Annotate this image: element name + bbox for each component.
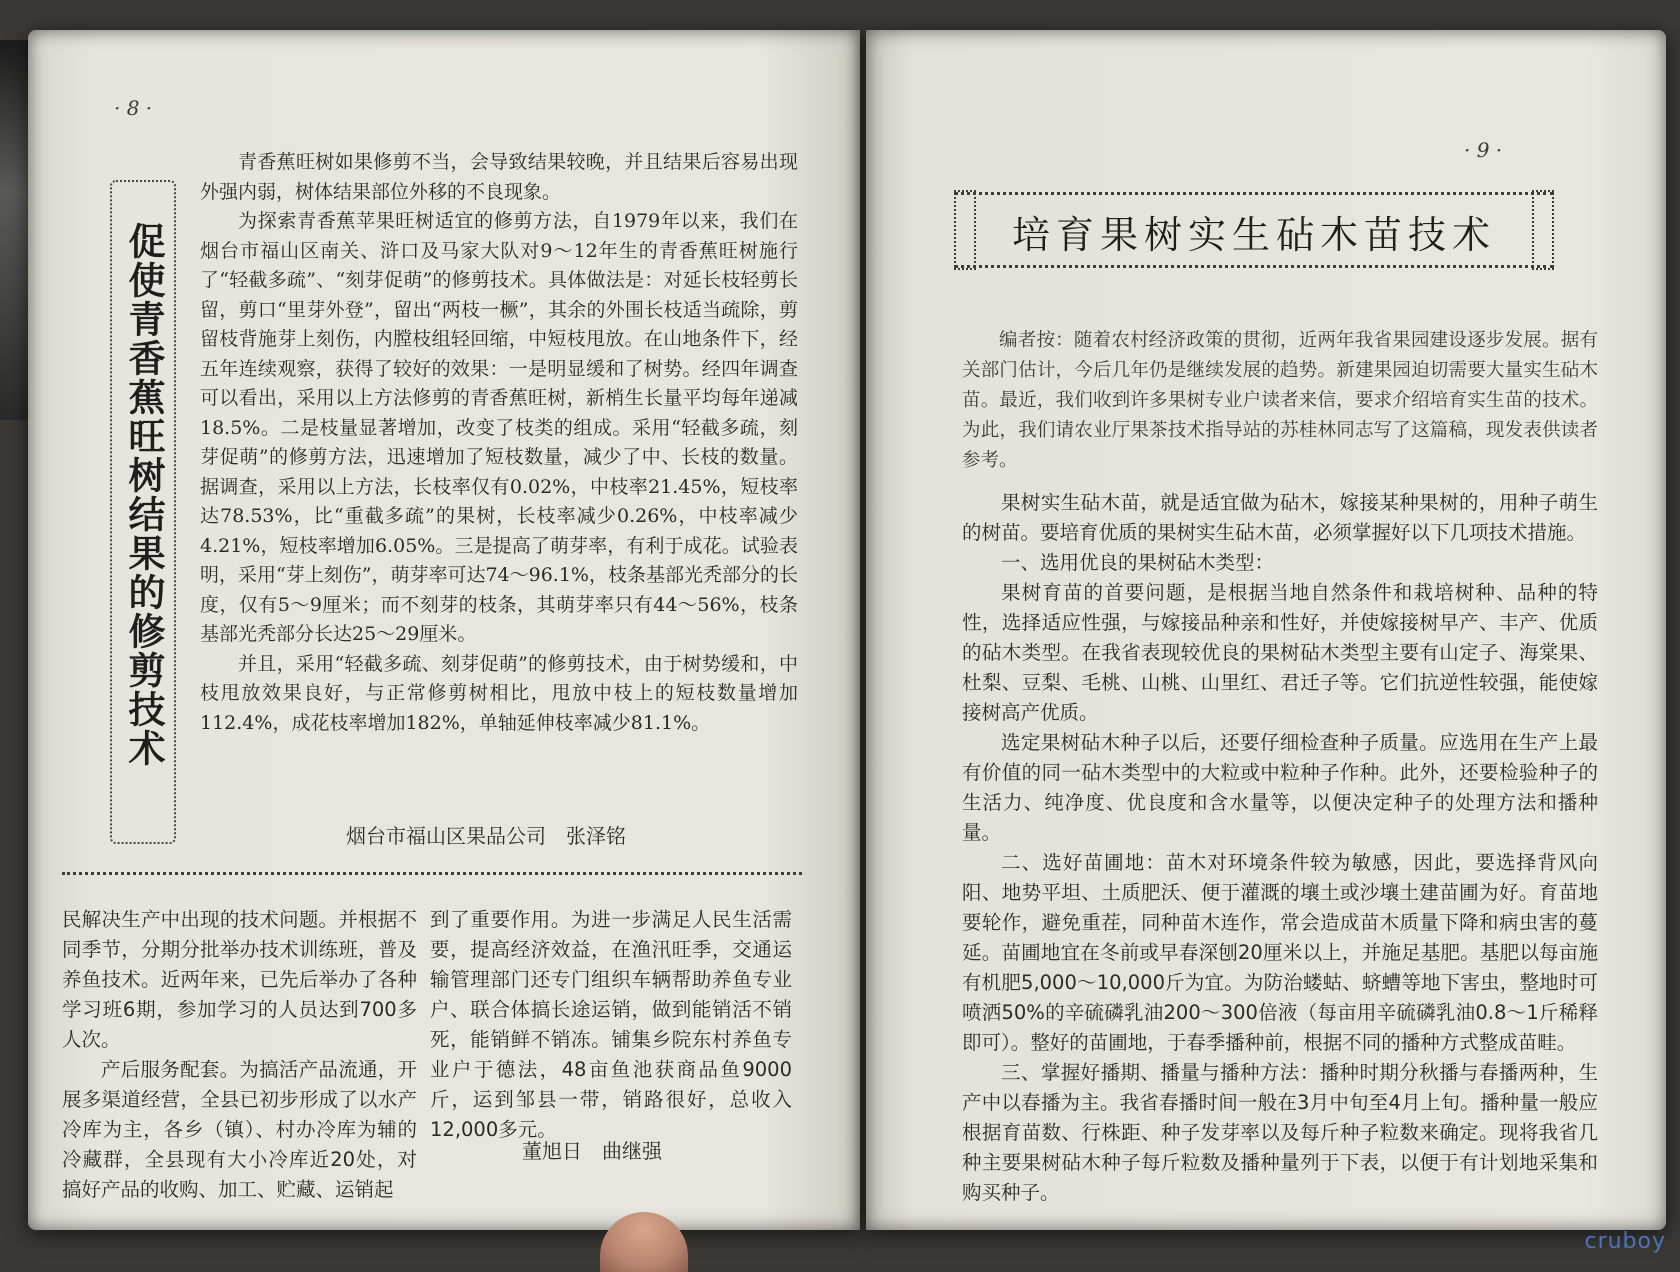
paragraph: 二、选好苗圃地：苗木对环境条件较为敏感，因此，要选择背风向阳、地势平坦、土质肥沃、便于灌溉的壤土或沙壤土建苗圃为好。育苗地要轮作，避免重茬，同种苗木连作，常会造成苗木质量下降和病虫害的蔓延。苗圃地宜在冬前或早春深刨20厘米以上，并施足基肥。基肥以每亩施有机肥5,000～10,000斤为宜。为防治蝼蛄、蛴螬等地下害虫，整地时可喷洒50%的辛硫磷乳油200～300倍液（每亩用辛硫磷乳油0.8～1斤稀释即可）。整好的苗圃地，于春季播种前，根据不同的播种方式整成苗畦。: [962, 851, 1598, 1054]
paragraph: 青香蕉旺树如果修剪不当，会导致结果较晚，并且结果后容易出现外强内弱，树体结果部位外移的不良现象。: [200, 151, 798, 203]
page-number: · 8 ·: [114, 96, 153, 120]
paragraph: 选定果树砧木种子以后，还要仔细检查种子质量。应选用在生产上最有价值的同一砧木类型中的大粒或中粒种子作种。此外，还要检验种子的生活力、纯净度、优良度和含水量等，以便决定种子的处理方法和播种量。: [962, 731, 1598, 844]
paragraph: 为探索青香蕉苹果旺树适宜的修剪方法，自1979年以来，我们在烟台市福山区南关、浒口及马家大队对9～12年生的青香蕉旺树施行了“轻截多疏”、“刻芽促萌”的修剪技术。具体做法是：对延长枝轻剪长留，剪口“里芽外登”，留出“两枝一橛”，其余的外围长枝适当疏除，剪留枝背施芽上刻伤，内膛枝组轻回缩，中短枝甩放。在山地条件下，经五年连续观察，获得了较好的效果：一是明显缓和了树势。经四年调查可以看出，采用以上方法修剪的青香蕉旺树，新梢生长量平均每年递减18.5%。二是枝量显著增加，改变了枝类的组成。采用“轻截多疏，刻芽促萌”的修剪方法，迅速增加了短枝数量，减少了中、长枝的数量。据调查，采用以上方法，长枝率仅有0.02%，中枝率21.45%，短枝率达78.53%，比“重截多疏”的果树，长枝率减少0.26%，中枝率减少4.21%，短枝率增加6.05%。三是提高了萌芽率，有利于成花。试验表明，采用“芽上刻伤”，萌芽率可达74～96.1%，枝条基部光秃部分的长度，仅有5～9厘米；而不刻芽的枝条，其萌芽率只有44～56%，枝条基部光秃部分长达25～29厘米。: [200, 210, 798, 645]
section-heading: 一、选用优良的果树砧木类型：: [1001, 551, 1275, 574]
article-byline: 烟台市福山区果品公司 张泽铭: [346, 824, 626, 848]
left-edge-strip: [0, 40, 28, 420]
left-page: [28, 30, 860, 1230]
paragraph: 产后服务配套。为搞活产品流通，开展多渠道经营，全县已初步形成了以水产冷库为主，各乡（镇）、村办冷库为辅的冷藏群，全县现有大小冷库近20处，对搞好产品的收购、加工、贮藏、运销起: [62, 1058, 417, 1201]
lower-column-1: [62, 905, 417, 1205]
article-body: [962, 488, 1598, 1208]
paragraph: 三、掌握好播期、播量与播种方法：播种时期分秋播与春播两种，生产中以春播为主。我省春播时间一般在3月中旬至4月上旬。播种量一般应根据育苗数、行株距、种子发芽率以及每斤种子粒数来确定。现将我省几种主要果树砧木种子每斤粒数及播种量列于下表，以便于有计划地采集和购买种子。: [962, 1061, 1598, 1204]
article-body: [200, 148, 798, 738]
section-divider: [62, 872, 802, 875]
paragraph: 果树实生砧木苗，就是适宜做为砧木，嫁接某种果树的，用种子萌生的树苗。要培育优质的果树实生砧木苗，必须掌握好以下几项技术措施。: [962, 491, 1598, 544]
watermark: cruboy: [1584, 1229, 1666, 1254]
lower-column-2: [430, 905, 792, 1145]
article-title-frame: [954, 180, 1554, 280]
article-title-frame: [110, 180, 176, 844]
article-title: 促使青香蕉旺树结果的修剪技术: [122, 222, 165, 768]
paragraph: 到了重要作用。为进一步满足人民生活需要，提高经济效益，在渔汛旺季，交通运输管理部门还专门组织车辆帮助养鱼专业户、联合体搞长途运销，做到能销活不销死，能销鲜不销冻。铺集乡院东村养鱼专业户于德法，48亩鱼池获商品鱼9000斤，运到邹县一带，销路很好，总收入12,000多元。: [430, 908, 792, 1141]
page-number: · 9 ·: [1464, 138, 1503, 162]
editor-note: [962, 326, 1598, 476]
lower-byline: 董旭日 曲继强: [522, 1139, 662, 1163]
paragraph: 编者按：随着农村经济政策的贯彻，近两年我省果园建设逐步发展。据有关部门估计，今后几年仍是继续发展的趋势。新建果园迫切需要大量实生砧木苗。最近，我们收到许多果树专业户读者来信，要求介绍培育实生苗的技术。为此，我们请农业厅果茶技术指导站的苏桂林同志写了这篇稿，现发表供读者参考。: [962, 330, 1598, 471]
paragraph: 并且，采用“轻截多疏、刻芽促萌”的修剪技术，由于树势缓和，中枝甩放效果良好，与正常修剪树相比，甩放中枝上的短枝数量增加112.4%，成花枝率增加182%，单轴延伸枝率减少81.1%。: [200, 652, 798, 734]
article-title: 培育果树实生砧木苗技术: [1011, 213, 1496, 257]
paragraph: 果树育苗的首要问题，是根据当地自然条件和栽培树种、品种的特性，选择适应性强，与嫁接品种亲和性好，并使嫁接树早产、丰产、优质的砧木类型。在我省表现较优良的果树砧木类型主要有山定子、海棠果、杜梨、豆梨、毛桃、山桃、山里红、君迁子等。它们抗逆性较强，能使嫁接树高产优质。: [962, 581, 1598, 724]
paragraph: 民解决生产中出现的技术问题。并根据不同季节，分期分批举办技术训练班，普及养鱼技术。近两年来，已先后举办了各种学习班6期，参加学习的人员达到700多人次。: [62, 908, 417, 1051]
right-page: [866, 30, 1666, 1230]
